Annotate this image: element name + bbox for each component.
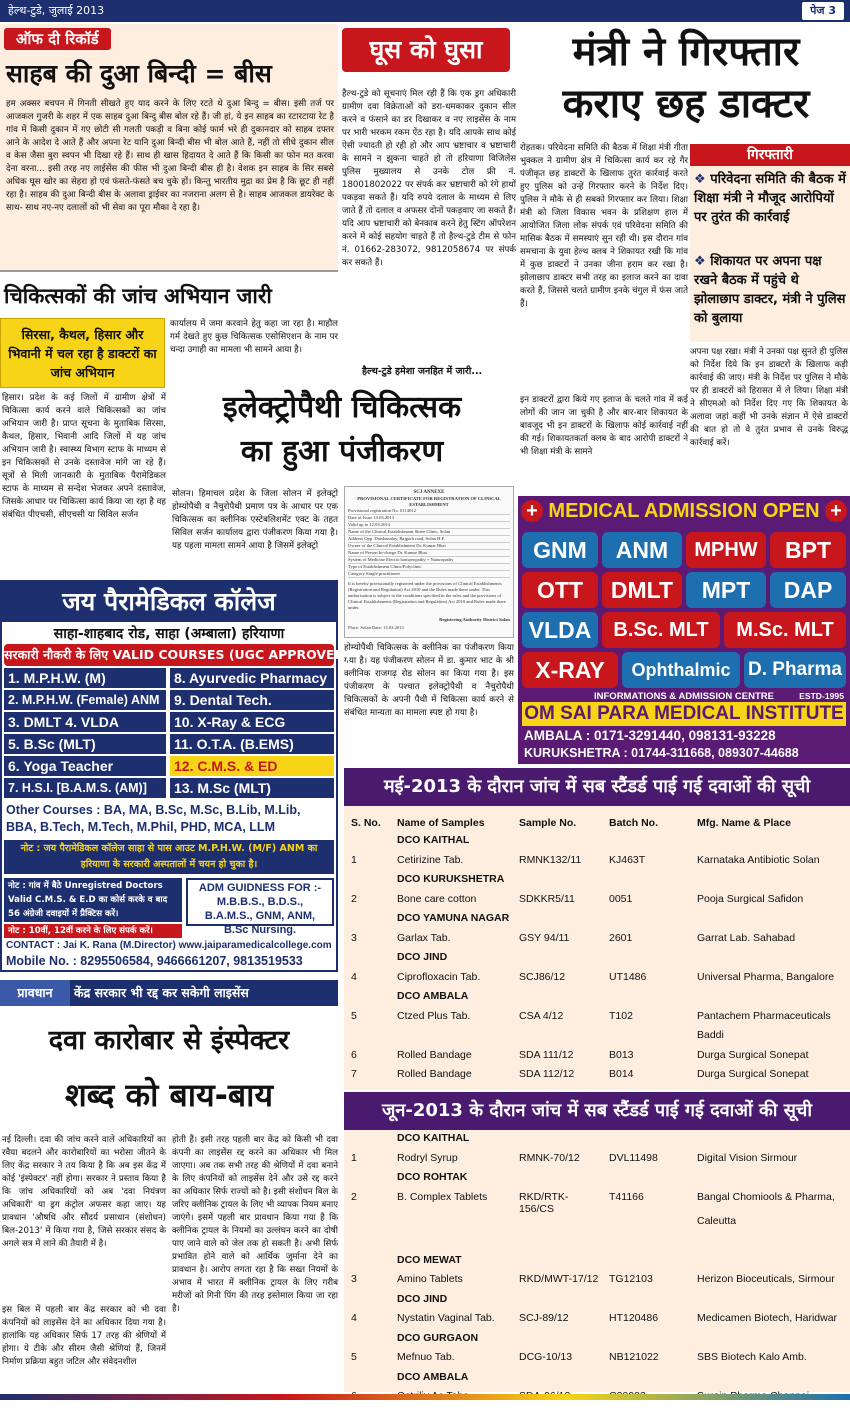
course-chip: Ophthalmic xyxy=(622,652,740,688)
june-table-title: जून-2013 के दौरान जांच में सब स्टैंडर्ड पाई गई दवाओं की सूची xyxy=(344,1092,850,1130)
table-row xyxy=(348,1152,846,1172)
ghoos-footer: हैल्थ-टुडे हमेशा जनहित में जारी... xyxy=(362,366,483,377)
table-cell xyxy=(606,1254,694,1274)
table-cell: SCJ86/12 xyxy=(519,970,566,983)
table-cell: SDKKR5/11 xyxy=(519,892,575,905)
table-cell: DCO YAMUNA NAGAR xyxy=(397,912,510,924)
dawa-body-2: इस बिल में पहली बार केंद्र सरकार को भी दवा कंपनियों को लाइसेंस देने का अधिकार दिया गया है। हालांकि यह अधिकार सिर्फ 17 तरह की श्रेणियों में होगा। ये टीके और सीरम जैसी श्रेणियां हैं, जिनमें निर्माण प्रक्रिया बहुत जटिल और संवेदनशील xyxy=(2,1305,166,1367)
table-cell xyxy=(694,951,846,971)
dawa-title-2: शब्द को बाय-बाय xyxy=(64,1076,274,1114)
course-chip: ANM xyxy=(602,532,682,568)
table-cell xyxy=(348,990,394,1010)
table-cell xyxy=(606,1029,694,1049)
cert-line: Date of Issue 13.03.2013 xyxy=(348,515,510,522)
jai-course: 9. Dental Tech. xyxy=(170,690,334,710)
course-chip: DAP xyxy=(770,572,846,608)
table-group-row xyxy=(348,1171,846,1191)
table-cell: CSA 4/12 xyxy=(519,1009,564,1022)
cert-line: Valid up to 12.03.2014 xyxy=(348,522,510,529)
jai-mobile: Mobile No. : 8295506584, 9466661207, 9813519533 xyxy=(6,954,303,968)
page-number: पेज 3 xyxy=(802,2,844,20)
bottom-strip xyxy=(0,1394,850,1400)
cert-foot: It is hereby provisionally registered under the provisions of Clinical Establishments (Registration and Regulation) Act 2010 and the Rules made there under. This authorisation is subject to the conditions specified in the rules and the provisions of Clinical Establishments (Registration and Regulation) Act 2010 and Rules made there under. xyxy=(348,581,506,610)
table-row xyxy=(348,1049,846,1069)
table-group-row xyxy=(348,912,846,932)
cert-head: SCJ ANNEXE xyxy=(413,490,445,495)
jai-ad xyxy=(0,580,351,972)
table-cell: KJ463T xyxy=(609,853,646,866)
table-cell: Rolled Bandage xyxy=(397,1068,472,1080)
table-cell xyxy=(348,1293,394,1313)
plus-icon: + xyxy=(825,500,847,522)
table-group-row xyxy=(348,873,846,893)
table-cell xyxy=(394,1215,516,1235)
jai-title: जय पैरामेडिकल कॉलेज xyxy=(2,582,336,622)
table-cell: NB121022 xyxy=(609,1351,659,1363)
jai-note-2: नोट : गांव में बैठे Unregistred Doctors Valid C.M.S. & E.D का कोर्स करके व बाद 56 अंग्रेजी दवाइयों में प्रैक्टिस करें। xyxy=(4,878,182,922)
table-cell xyxy=(516,873,606,893)
table-cell: DCO MEWAT xyxy=(397,1253,462,1266)
table-cell xyxy=(348,873,394,893)
table-group-row xyxy=(348,990,846,1010)
table-cell xyxy=(694,1254,846,1274)
june-table-section xyxy=(344,1092,850,1392)
course-chip: B.Sc. MLT xyxy=(602,612,720,648)
certificate-image xyxy=(344,486,514,638)
col-batch: Batch No. xyxy=(609,817,659,829)
electro-headline xyxy=(170,386,514,476)
table-cell: 5 xyxy=(351,1351,357,1363)
table-cell: Bangal Chomiools & Pharma, xyxy=(697,1190,835,1203)
minister-title-1: मंत्री ने गिरफ्तार xyxy=(572,29,800,75)
table-cell xyxy=(348,1215,394,1235)
table-cell xyxy=(694,834,846,854)
jai-course: 11. O.T.A. (B.EMS) xyxy=(170,734,334,754)
minister-body-1: रोहतक। परिवेदना समिति की बैठक में शिक्षा मंत्री गीता भुक्कल ने ग्रामीण क्षेत्र में चिकित्सा कार्य कर रहे गैर पंजीकृत छह डाक्टरों के खिलाफ तुरंत कार्रवाई करते हुए पुलिस को उन्हें गिरफ्तार करने के निर्देश दिए। पुलिस ने मौके से ही सबको गिरफ्तार कर लिया। शिक्षा मंत्री को जिला विकास भवन के प्रशिक्षण हाल में आयोजित जिला लोक संपर्क एवं परिवेदना समिति की मासिक बैठक में समस्याएं सुन रही थी। इस दौरान गांव समचाना के युवा हेल्थ क्लब ने शिकायत रखी कि गांव में कुछ डाक्टरों ने उनका जीना हराम कर रखा है। झोलाछाप डाक्टर सभी तरह का इलाज करने का दावा करते हैं, जिससे चलते ग्रामीण इनके चंगुल में फंस जाते हैं। xyxy=(520,143,688,309)
table-cell xyxy=(606,990,694,1010)
table-cell xyxy=(516,1254,606,1274)
table-cell xyxy=(348,834,394,854)
jai-course: 8. Ayurvedic Pharmacy xyxy=(170,668,334,688)
table-cell: 4 xyxy=(351,1312,357,1324)
table-cell: DCO ROHTAK xyxy=(397,1171,468,1183)
table-cell: Ciprofloxacin Tab. xyxy=(397,970,481,983)
cert-line: Name of the Clinical Establishment Shree Clinic, Solan xyxy=(348,529,510,536)
table-row xyxy=(348,854,846,874)
table-cell: DCO AMBALA xyxy=(397,1370,469,1383)
jai-adm: ADM GUIDNESS FOR :- M.B.B.S., B.D.S., B.A.M.S., GNM, ANM, B.Sc Nursing. xyxy=(186,878,334,926)
electro-body-2: होम्योपैथी चिकित्सक के क्लीनिक का पंजीकरण किया गया है। यह पंजीकरण सोलन में डा. कुमार भाट के श्री क्लीनिक राजगढ़ रोड सोलन का किया गया है। इस पंजीकरण के पश्चात इलेक्ट्रोपैथी व नैचुरोपैथी चिकित्सकों के अपनी पैथी में चिकित्सा कार्य करने से संबंधित मान्यता का मामला स्पष्ट हो गया है। xyxy=(344,643,514,718)
electro-title-2: का हुआ पंजीकरण xyxy=(240,434,444,469)
table-row xyxy=(348,1029,846,1049)
off-record-tag: ऑफ दी रिकॉर्ड xyxy=(4,28,111,50)
table-cell xyxy=(606,951,694,971)
jaanch-box: सिरसा, कैथल, हिसार और भिवानी में चल रहा है डाक्टरों का जांच अभियान xyxy=(0,318,165,388)
table-cell xyxy=(606,1293,694,1313)
girftari-bullet-2: ❖ शिकायत पर अपना पक्ष रखने बैठक में पहुंचे थे झोलाछाप डाक्टर, मंत्री ने पुलिस को बुलाया xyxy=(694,254,846,326)
table-cell xyxy=(694,912,846,932)
jai-address: साहा-शाहबाद रोड, साहा (अम्बाला) हरियाणा xyxy=(53,626,285,642)
table-cell xyxy=(394,1234,516,1254)
table-cell: Pooja Surgical Safidon xyxy=(697,892,804,905)
table-cell xyxy=(606,834,694,854)
table-row xyxy=(348,1351,846,1371)
minister-headline xyxy=(522,26,850,138)
cert-line: Owner of the Clinical Establishment Dr. Kumar Bhat xyxy=(348,543,510,550)
table-cell xyxy=(606,1371,694,1391)
jaanch-body-1: हिसार। प्रदेश के कई जिलों में ग्रामीण क्षेत्रों में चिकित्सा कार्य करने वाले चिकित्सकों का जांच अभियान जारी है। प्राप्त सूचना के मुताबिक सिरसा, कैथल, हिसार, भिवानी आदि जिलों में यह जांच अभियान जारी है। स्वास्थ्य विभाग स्टाफ के माध्यम से इन चिकित्सकों से उनके दस्तावेज मांगे जा रहे हैं। सूत्रों से मिली जानकारी के मुताबिक पैरामेडिकल स्टाफ के माध्यम से सन्देश भेजकर अपने दस्तावेज, जिसके आधार पर चिकित्सा कार्य किया जा रहा है वह संबंधित पीएचसी, सीएचसी या सिविल सर्जन xyxy=(2,393,166,520)
table-cell: Cetirizine Tab. xyxy=(397,853,464,866)
minister-body-2: इन डाक्टरों द्वारा किये गए इलाज के चलते गांव में कई लोगों की जान जा चुकी है और बार-बार शिकायत के बावजूद भी इन डाक्टरों के खिलाफ कोई कार्रवाई नहीं की गई। शिकायतकर्ता क्लब के बाद आरोपी डाक्टरों ने भी शिक्षा मंत्री के सामने xyxy=(520,395,688,457)
course-chip: DMLT xyxy=(602,572,682,608)
table-cell: B. Complex Tablets xyxy=(397,1190,488,1203)
table-row xyxy=(348,1215,846,1235)
table-cell: Mefnuo Tab. xyxy=(397,1351,455,1363)
table-cell xyxy=(694,990,846,1010)
table-cell: Durga Surgical Sonepat xyxy=(697,1048,809,1061)
may-table-title: मई-2013 के दौरान जांच में सब स्टैंडर्ड पाई गई दवाओं की सूची xyxy=(344,768,850,806)
table-cell xyxy=(348,1171,394,1191)
table-cell: Durga Surgical Sonepat xyxy=(697,1068,809,1080)
table-cell: SBS Biotech Kalo Amb. xyxy=(697,1351,807,1363)
table-cell: RMNK-70/12 xyxy=(519,1151,580,1164)
om-info: INFORMATIONS & ADMISSION CENTRE xyxy=(594,691,774,702)
minister-title-2: कराए छह डाक्टर xyxy=(562,81,810,127)
table-cell: Garlax Tab. xyxy=(397,931,451,944)
course-chip: VLDA xyxy=(522,612,598,648)
jai-course: 6. Yoga Teacher xyxy=(4,756,166,776)
table-group-row xyxy=(348,951,846,971)
table-cell xyxy=(516,951,606,971)
table-group-row xyxy=(348,1254,846,1274)
ghoos-box xyxy=(342,24,518,384)
jai-course-highlight: 12. C.M.S. & ED xyxy=(170,756,334,776)
jai-course: 5. B.Sc (MLT) xyxy=(4,734,166,754)
table-cell: 1 xyxy=(351,1151,357,1164)
table-cell: 5 xyxy=(351,1009,357,1022)
table-cell xyxy=(516,1215,606,1235)
table-cell xyxy=(694,1171,846,1191)
table-cell xyxy=(694,1371,846,1391)
cert-copy: Place: Solan Date: 13.03.2013 xyxy=(348,625,404,630)
pravdhan-tag: प्रावधान xyxy=(0,980,70,1006)
table-cell xyxy=(348,1029,394,1049)
om-kurukshetra: KURUKSHETRA : 01744-311668, 089307-44688 xyxy=(524,746,799,760)
table-cell xyxy=(516,1293,606,1313)
jaanch-body-2: कार्यालय में जमा करवाने हेतु कहा जा रहा है। माहौल गर्म देखते हुए कुछ चिकित्सक एसोसिएशन के नाम पर चन्दा उगाही का मामला भी सामने आया है। xyxy=(170,319,338,355)
table-cell: 4 xyxy=(351,970,357,983)
table-cell: DCO KURUKSHETRA xyxy=(397,873,505,885)
table-cell xyxy=(348,1234,394,1254)
june-table-wrap xyxy=(348,1132,846,1410)
dawa-headline xyxy=(0,1014,338,1126)
off-record-body: हम अक्सर बचपन में गिनती सीखते हुए याद करने के लिए रटते थे दुआ बिन्दु = बीस। इसी तर्ज पर आजकल गुजरी के शहर में एक साहब दुआ बिन्दु बीस बोल रहे हैं। जी हां, ये इन साहब का रटारटाया रेट है गांव में किसी दुकान में गए छोटी सी गलती पकड़ी व बिना कोई फार्म भरे ही दुकानदार को साहब दफ्तर आने के आदेश दे आते हैं और अपना रेट यानि दुआ बिन्दी बीस भी बोल आते हैं, नहीं तो सीधे दुकान सील व केस जैसा बुरा स्वपन भी दिखा रहे हैं। साथ ही खास हिदायत दे आते हैं कि किसी का फोन मत करवा देना वरना... इसी तरह नए लाईसेंस की फीस भी दुआ बिन्दी बीस ही है। वेशक इन साहब के सिर सबसे अधिक घूस खोर का सेहरा हो एवं फंसते-फंसते बच चुके हों। किन्तु भारतीय मुद्रा का प्रेम है कि छूट ही नहीं रहा है। साहब की दुआ बिन्दी बीस के अलावा ड्राईवर का नजराना अलग से है। साहब आजकल डायरेक्ट के साथ- साथ नए-नए दलालों को भी सेवा का पूरा मौका दे रहा है। xyxy=(6,99,334,213)
table-row xyxy=(348,1191,846,1215)
table-cell: 2601 xyxy=(609,931,633,944)
table-cell: DVL11498 xyxy=(609,1151,658,1164)
table-cell xyxy=(606,1132,694,1152)
col-sno: S. No. xyxy=(351,817,381,829)
col-name: Name of Samples xyxy=(397,817,485,829)
table-cell: 3 xyxy=(351,1273,357,1285)
table-cell: 7 xyxy=(351,1068,357,1080)
table-cell xyxy=(516,912,606,932)
table-cell: 0051 xyxy=(609,892,633,905)
table-cell xyxy=(394,1029,516,1049)
table-group-row xyxy=(348,1132,846,1152)
jai-course: 7. H.S.I. [B.A.M.S. (AM)] xyxy=(4,778,166,798)
table-cell: GSY 94/11 xyxy=(519,931,570,944)
may-table-wrap xyxy=(348,812,846,1088)
course-chip: D. Pharma xyxy=(744,652,846,688)
course-chip: X-RAY xyxy=(522,652,618,688)
table-cell xyxy=(348,951,394,971)
jai-course: 2. M.P.H.W. (Female) ANM xyxy=(4,690,166,710)
table-row xyxy=(348,1273,846,1293)
table-cell xyxy=(606,912,694,932)
table-cell: DCO GURGAON xyxy=(397,1331,479,1344)
table-cell: DCO AMBALA xyxy=(397,990,469,1002)
table-cell xyxy=(606,1234,694,1254)
table-cell: DCO JIND xyxy=(397,951,448,963)
jai-note-3: नोट : 10वीं, 12वीं करने के लिए संपर्क करें। xyxy=(4,924,182,938)
minister-body-3: अपना पक्ष रखा। मंत्री ने उनका पक्ष सुनते ही पुलिस को निर्देश दिये कि इन डाक्टरों के खिलाफ कड़ी कार्रवाई की जाए। मंत्री के निर्देश पर पुलिस ने मौके पर ही डाक्टरों को हिरासत में ले लिया। शिक्षा मंत्री ने सीएमओ को निर्देश दिए गए कि शिकायत के अलावा जहां कहीं भी उनके संज्ञान में ऐसे डाक्टरों की बात हो तो वे तुरंत प्रभाव से उनके विरुद्ध कार्रवाई करें। xyxy=(690,347,848,448)
table-row xyxy=(348,1312,846,1332)
table-cell xyxy=(516,1371,606,1391)
table-cell: 1 xyxy=(351,853,357,866)
table-cell: Herizon Bioceuticals, Sirmour xyxy=(697,1273,835,1285)
table-cell xyxy=(348,912,394,932)
table-cell: Ctzed Plus Tab. xyxy=(397,1009,471,1022)
table-cell: 6 xyxy=(351,1048,357,1061)
table-cell xyxy=(348,1132,394,1152)
jai-course: 1. M.P.H.W. (M) xyxy=(4,668,166,688)
header-issue: हेल्थ-टुडे, जुलाई 2013 xyxy=(8,4,105,17)
om-title xyxy=(518,500,850,523)
cert-line: System of Medicine Electro homoeopathy + Naturopathy xyxy=(348,557,510,564)
table-row xyxy=(348,893,846,913)
table-cell: UT1486 xyxy=(609,970,647,983)
table-cell: SDA 112/12 xyxy=(519,1068,575,1080)
course-chip: MPHW xyxy=(686,532,766,568)
table-cell: Rolled Bandage xyxy=(397,1048,472,1061)
table-cell: 2 xyxy=(351,1190,357,1203)
table-cell xyxy=(606,1215,694,1235)
table-cell: Caleutta xyxy=(697,1214,737,1227)
table-cell xyxy=(348,1332,394,1352)
table-cell: Pantachem Pharmaceuticals xyxy=(697,1009,831,1022)
cert-title: PROVISIONAL CERTIFICATE FOR REGISTRATION OF CLINICAL ESTABLISHMENT xyxy=(357,496,501,507)
girftari-tag: गिरफ्तारी xyxy=(690,144,850,166)
table-cell xyxy=(606,873,694,893)
table-cell xyxy=(694,1293,846,1313)
table-cell: Baddi xyxy=(697,1029,724,1041)
table-cell: HT120486 xyxy=(609,1312,659,1324)
table-group-row xyxy=(348,1332,846,1352)
girftari-bullet-2-text: शिकायत पर अपना पक्ष रखने बैठक में पहुंचे थे झोलाछाप डाक्टर, मंत्री ने पुलिस को बुलाया xyxy=(694,254,846,326)
col-sample: Sample No. xyxy=(519,817,577,829)
girftari-bullet-1-text: परिवेदना समिति की बैठक में शिक्षा मंत्री ने मौजूद आरोपियों पर तुरंत की कार्रवाई xyxy=(694,172,846,225)
table-cell xyxy=(694,1132,846,1152)
table-cell xyxy=(694,1234,846,1254)
jai-contact: CONTACT : Jai K. Rana (M.Director) www.jaiparamedicalcollege.com xyxy=(6,940,332,951)
jai-course: 13. M.Sc (MLT) xyxy=(170,778,334,798)
table-row xyxy=(348,1234,846,1254)
table-row xyxy=(348,1068,846,1088)
table-cell xyxy=(348,1254,394,1274)
jaanch-title: चिकित्सकों की जांच अभियान जारी xyxy=(4,284,272,308)
table-cell: Karnataka Antibiotic Solan xyxy=(697,853,820,866)
om-name: OM SAI PARA MEDICAL INSTITUTE xyxy=(522,702,846,726)
girftari-bullet-1: ❖ परिवेदना समिति की बैठक में शिक्षा मंत्री ने मौजूद आरोपियों पर तुरंत की कार्रवाई xyxy=(694,172,846,225)
col-mfg: Mfg. Name & Place xyxy=(697,817,791,829)
table-cell: B014 xyxy=(609,1068,634,1080)
jai-course: 10. X-Ray & ECG xyxy=(170,712,334,732)
table-cell: T102 xyxy=(609,1009,633,1022)
course-chip: BPT xyxy=(770,532,846,568)
table-cell: T41166 xyxy=(609,1190,644,1203)
table-cell xyxy=(516,990,606,1010)
table-cell: Bone care cotton xyxy=(397,892,477,905)
pravdhan-bar xyxy=(0,980,338,1006)
cert-line: Name of Person In-charge Dr. Kumar Bhat xyxy=(348,550,510,557)
table-cell xyxy=(606,1171,694,1191)
om-ambala: AMBALA : 0171-3291440, 098131-93228 xyxy=(524,728,776,743)
table-cell xyxy=(606,1332,694,1352)
cert-line: Address Opp. Darshanalay, Rajgarh road, Solan H.P. xyxy=(348,536,510,543)
om-title-text: MEDICAL ADMISSION OPEN xyxy=(548,500,820,522)
table-cell xyxy=(516,1332,606,1352)
table-cell: Digital Vision Sirmour xyxy=(697,1151,798,1164)
table-cell xyxy=(516,1132,606,1152)
table-group-row xyxy=(348,1371,846,1391)
table-row xyxy=(348,932,846,952)
course-chip: MPT xyxy=(686,572,766,608)
table-cell: Medicamen Biotech, Haridwar xyxy=(697,1312,838,1324)
table-header-row xyxy=(348,812,846,834)
cert-line: Provisional registration No. 0114012 xyxy=(348,508,510,515)
may-table-section xyxy=(344,768,850,1090)
dawa-title-1: दवा कारोबार से इंस्पेक्टर xyxy=(48,1025,290,1056)
table-row xyxy=(348,971,846,991)
off-record-title: साहब की दुआ बिन्दी = बीस xyxy=(6,59,272,88)
table-cell: Garrat Lab. Sahabad xyxy=(697,931,796,944)
table-cell: DCO JIND xyxy=(397,1292,448,1305)
table-row xyxy=(348,1010,846,1030)
pravdhan-text: केंद्र सरकार भी रद्द कर सकेगी लाइसेंस xyxy=(74,985,249,1000)
table-cell: RKD/RTK-156/CS xyxy=(519,1190,569,1215)
table-group-row xyxy=(348,834,846,854)
table-cell xyxy=(694,873,846,893)
dawa-body-3: होती हैं। इसी तरह पहली बार केंद्र को किसी भी दवा कंपनी का लाइसेंस रद्द करने का अधिकार भी मिल जाएगा। अब तक सभी तरह की श्रेणियों में दवा बनाने के लिए कंपनियों को लाइसेंस देने और उसे रद्द करने का अधिकार सिर्फ राज्यों को है। इसी संशोधन बिल के जरिए क्लीनिक ट्रायल के लिए भी व्यापक नियम बनाए जाएंगे। इसमें पहली बार प्रावधान किया गया है कि क्लीनिक ट्रायल के नियमों का उल्लंघन करने का दोषी पाए जाने वाले को जेल तक हो सकती है। अभी सिर्फ प्रभावित होने वाले को आर्थिक जुर्माना देने का प्रावधान है। आरोप लगता रहा है कि सख्त नियमों के अभाव में भारत में क्लीनिक ट्रायल के लिए गरीब मरीजों को गिनी पिंग की तरह इस्तेमाल किया जा रहा है। xyxy=(172,1135,338,1314)
course-chip: OTT xyxy=(522,572,598,608)
table-cell: 2 xyxy=(351,892,357,905)
june-table xyxy=(348,1132,846,1410)
electro-body-1: सोलन। हिमाचल प्रदेश के जिला सोलन में इलेक्ट्रो होम्योपैथी व नैचुरोपैथी प्रमाण पत्र के आधार पर एक चिकित्सक का क्लीनिक एस्टेबलिशमेंट एक्ट के तहत सिविल सर्जन कार्यालय द्वारा पंजीकरण किया गया है। यह पहला मामला सामने आया है जिसमें इलेक्ट्रो xyxy=(172,489,338,551)
table-cell: DCO KAITHAL xyxy=(397,1132,470,1144)
table-cell xyxy=(516,1234,606,1254)
table-cell: B013 xyxy=(609,1048,634,1061)
dawa-body-1: नई दिल्ली। दवा की जांच करने वाले अधिकारियों का रवैया बदलने और कारोबारियों का भरोसा जीतने के लिए केंद्र सरकार ने तय किया है कि अब इस केंद्र में कोई 'इंस्पेक्टर' नहीं होगा। सरकार ने प्रस्ताव किया है कि जांच अधिकारियों को अब 'दवा नियंत्रण अधिकारी' या ड्रग कंट्रोल अफसर कहा जाए। यह प्रावधान 'औषधि और सौंदर्य प्रसाधान (संशोधन) बिल-2013' में किया गया है, जिसे सरकार संसद के अगले सत्र में लाने की तैयारी में है। xyxy=(2,1135,166,1249)
table-cell xyxy=(516,834,606,854)
may-table xyxy=(348,812,846,1088)
jai-other-courses: Other Courses : BA, MA, B.Sc, M.Sc, B.Lib, M.Lib, BBA, B.Tech, M.Tech, M.Phil, PHD, MCA, LLM xyxy=(6,803,301,834)
table-cell: Nystatin Vaginal Tab. xyxy=(397,1312,495,1324)
course-chip: GNM xyxy=(522,532,598,568)
ghoos-body: हैल्थ-टुडे को सूचनाएं मिल रही हैं कि एक ड्रग अधिकारी ग्रामीण दवा विक्रेताओं को डरा-धमकाकर दुकान सील करने व फंसाने का डर दिखाकर व नए लाइसेंस के नाम पर भारी भरकम रकम ऐंठ रहा है। यदि आपके साथ कोई ऐसी ज्यादती हो रही हो और आप भ्रष्टाचार व भ्रष्टाचारी के सामने न झुकना चाहते हो तो हरियाणा विजिलेंस पुलिस मुख्यालय से उनके टोल फ्री नं. 18001802022 पर संपर्क कर भ्रष्टाचारी को रंगे हाथों पकड़वा सकते हैं। यदि रुपये दलाल के माध्यम से लिए जाते हैं तो दलाल व अफसर दोनों पकड़वाए जा सकते हैं। यदि आप भ्रष्टाचारी को बेनकाब करने हेतु स्टिंग ऑपरेशन करने में कोई सहयोग चाहते हैं तो हैल्थ-टुडे टीम से फोन नं. 01662-283072, 9812058674 पर संपर्क कर सकते हैं। xyxy=(342,89,516,268)
table-cell: Rodryl Syrup xyxy=(397,1151,458,1164)
table-cell: RKD/MWT-17/12 xyxy=(519,1273,599,1285)
om-sai-ad xyxy=(518,496,850,764)
cert-line: Category Single practitioner xyxy=(348,571,510,578)
jai-valid: सरकारी नौकरी के लिए VALID COURSES (UGC APPROVED) xyxy=(4,644,334,666)
jai-course: 3. DMLT 4. VLDA xyxy=(4,712,166,732)
om-estd: ESTD-1995 xyxy=(799,691,844,701)
table-cell: Universal Pharma, Bangalore xyxy=(697,970,835,983)
table-cell xyxy=(516,1029,606,1049)
page-header xyxy=(0,0,850,22)
table-cell xyxy=(516,1171,606,1191)
table-cell xyxy=(348,1371,394,1391)
table-cell: DCG-10/13 xyxy=(519,1351,573,1363)
plus-icon: + xyxy=(521,500,543,522)
table-cell: DCO KAITHAL xyxy=(397,834,470,846)
electro-title-1: इलेक्ट्रोपैथी चिकित्सक xyxy=(222,390,462,425)
off-record-box xyxy=(0,24,338,272)
jai-note-1: नोट : जय पैरामेडिकल कॉलेज साहा से पास आउट M.P.H.W. (M/F) ANM का हरियाणा के सरकारी अस्पतालों में चयन हो चुका है। xyxy=(4,840,334,874)
ghoos-title: घूस को घुसा xyxy=(342,28,510,72)
table-cell xyxy=(694,1332,846,1352)
table-cell: TG12103 xyxy=(609,1273,653,1285)
table-cell: RMNK132/11 xyxy=(519,853,582,866)
table-cell: SCJ-89/12 xyxy=(519,1312,569,1324)
table-cell: Amino Tablets xyxy=(397,1273,463,1285)
girftari-box xyxy=(690,144,850,342)
cert-signature: Registering Authority District Solan xyxy=(439,617,510,622)
table-cell: 3 xyxy=(351,931,357,944)
table-cell: SDA 111/12 xyxy=(519,1048,574,1061)
course-chip: M.Sc. MLT xyxy=(724,612,846,648)
table-group-row xyxy=(348,1293,846,1313)
cert-line: Type of Establishment Clinic/Polyclinic xyxy=(348,564,510,571)
